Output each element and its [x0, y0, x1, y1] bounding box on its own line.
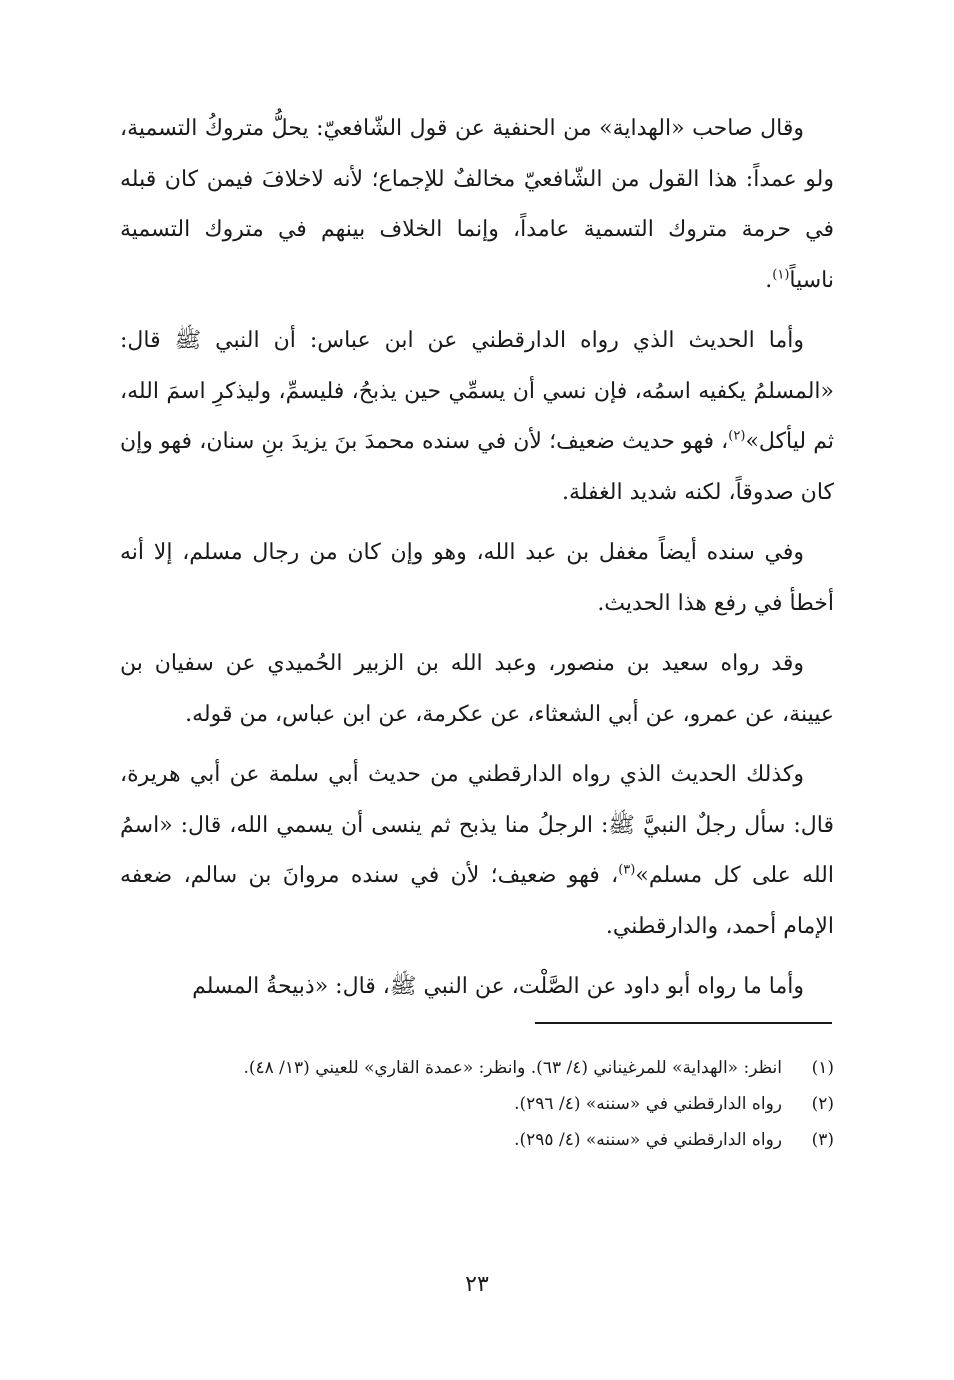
footnote [120, 1122, 834, 1158]
footnote-ref[interactable]: (٣) [618, 862, 636, 878]
footnote-text: رواه الدارقطني في «سننه» (٤/ ٢٩٦). [514, 1094, 782, 1114]
footnote-text: انظر: «الهداية» للمرغيناني (٤/ ٦٣). وانظر: «عمدة القاري» للعيني (١٣/ ٤٨). [243, 1058, 782, 1078]
paragraph: وكذلك الحديث الذي رواه الدارقطني من حديث أبي سلمة عن أبي هريرة، قال: سأل رجلٌ النبيَّ ﷺ: الرجلُ منا يذبح ثم ينسى أن يسمي الله، قال: «اسمُ الله على كل مسلم»$^{(٣)}$، فهو ضعيف؛ لأن في سنده مروانَ بن سالم، ضعفه الإمام أحمد، والدارقطني. [120, 762, 834, 939]
paragraph: وقال صاحب «الهداية» من الحنفية عن قول الشّافعيّ: يحلُّ متروكُ التسمية، ولو عمداً: هذا القول من الشّافعيّ مخالفٌ للإجماع؛ لأنه لاخلافَ فيمن كان قبله في حرمة متروك التسمية عامداً، وإنما الخلاف بينهم في متروك التسمية ناسياً$^{(١)}$. [120, 116, 834, 293]
footnote-number: (٣) [811, 1130, 834, 1150]
paragraph: وقد رواه سعيد بن منصور، وعبد الله بن الزبير الحُميدي عن سفيان بن عيينة، عن عمرو، عن أبي الشعثاء، عن عكرمة، عن ابن عباس، من قوله. [120, 651, 834, 727]
footnote-ref[interactable]: (١) [772, 267, 790, 283]
paragraph: وفي سنده أيضاً مغفل بن عبد الله، وهو وإن كان من رجال مسلم، إلا أنه أخطأ في رفع هذا الحديث. [120, 540, 834, 616]
footnote [120, 1050, 834, 1086]
footnote-divider [535, 1022, 832, 1024]
main-text [120, 104, 834, 1023]
footnote-number: (٢) [811, 1094, 834, 1114]
footnotes [120, 1050, 834, 1158]
paragraph: وأما ما رواه أبو داود عن الصَّلْت، عن النبي ﷺ، قال: «ذبيحةُ المسلم [192, 974, 804, 999]
footnote-number: (١) [811, 1058, 834, 1078]
paragraph: وأما الحديث الذي رواه الدارقطني عن ابن عباس: أن النبي ﷺ قال: «المسلمُ يكفيه اسمُه، فإن نسي أن يسمِّي حين يذبحُ، فليسمِّ، وليذكرِ اسمَ الله، ثم ليأكل»$^{(٢)}$، فهو حديث ضعيف؛ لأن في سنده محمدَ بنَ يزيدَ بنِ سنان، فهو وإن كان صدوقاً، لكنه شديد الغفلة. [120, 328, 834, 505]
footnote-text: رواه الدارقطني في «سننه» (٤/ ٢٩٥). [514, 1130, 782, 1150]
footnote-ref[interactable]: (٢) [728, 428, 746, 444]
page-number: ٢٣ [465, 1272, 489, 1297]
footnote [120, 1086, 834, 1122]
